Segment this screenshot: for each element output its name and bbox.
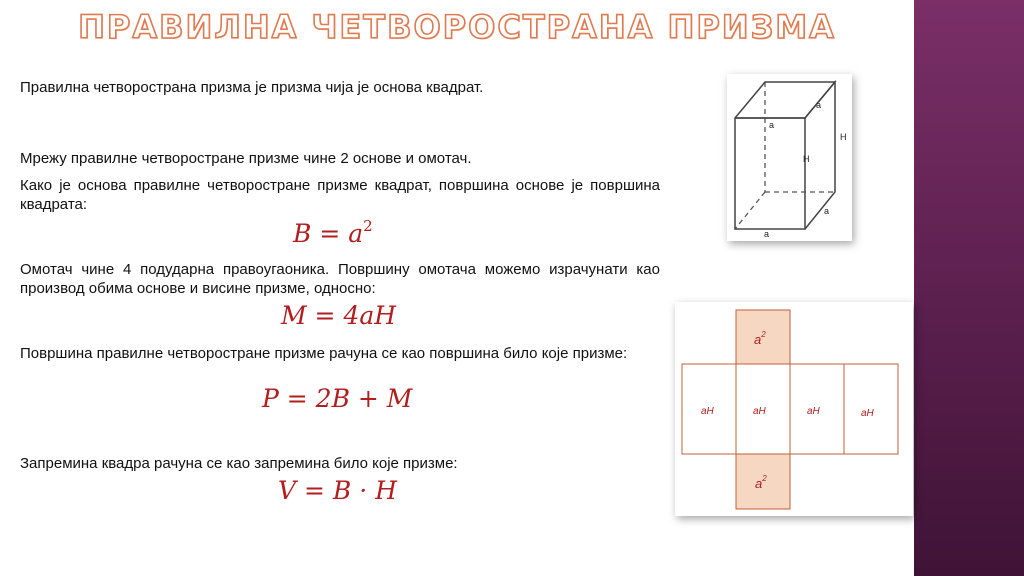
formula-base-exponent: 2: [363, 217, 373, 235]
prism-diagram: [727, 74, 852, 241]
lateral-text: Омотач чине 4 подударна правоугаоника. Површину омотача можемо израчунати као производ обима основе и висине призме, односно:: [20, 261, 660, 297]
label-h-inner: H: [803, 154, 810, 164]
volume-text: Запремина квадра рачуна се као запремина било које призме:: [20, 455, 458, 472]
formula-surface: P = 2B + M: [262, 384, 413, 413]
base-area-text: Како је основа правилне четворостране призме квадрат, површина основе је површина квадрата:: [20, 177, 660, 213]
net-text: Мрежу правилне четворостране призме чине 2 основе и омотач.: [20, 150, 472, 167]
label-a-bottom-side: a: [824, 206, 830, 216]
net-diagram: [675, 302, 913, 516]
net-top-label: $a^2$: [754, 330, 766, 347]
hidden-edge-side-bottom: [735, 192, 765, 229]
net-lateral-1-label: aH: [701, 406, 714, 417]
net-lateral-2-label: aH: [753, 406, 766, 417]
prism-figure: [727, 74, 852, 241]
formula-base: [293, 217, 373, 248]
label-a-bottom: a: [764, 229, 770, 239]
net-lateral-4-label: aH: [861, 408, 874, 419]
formula-base-main: B = a: [293, 219, 364, 248]
prism-front-face: [735, 118, 805, 229]
formula-volume: V = B · H: [278, 476, 397, 505]
side-band: [914, 0, 1024, 576]
formula-lateral: M = 4aH: [281, 301, 397, 330]
intro-text: Правилна четворострана призма је призма чија је основа квадрат.: [20, 79, 484, 96]
slide-title: ПРАВИЛНА ЧЕТВОРОСТРАНА ПРИЗМА: [78, 8, 836, 46]
label-h-outer: H: [840, 132, 847, 142]
net-lateral-3-label: aH: [807, 406, 820, 417]
net-bottom-label: $a^2$: [755, 474, 767, 491]
surface-text: Површина правилне четворостране призме рачуна се као површина било које призме:: [20, 345, 628, 362]
net-figure: [675, 302, 913, 516]
label-a-top-side: a: [816, 100, 822, 110]
label-a-top: a: [769, 120, 775, 130]
